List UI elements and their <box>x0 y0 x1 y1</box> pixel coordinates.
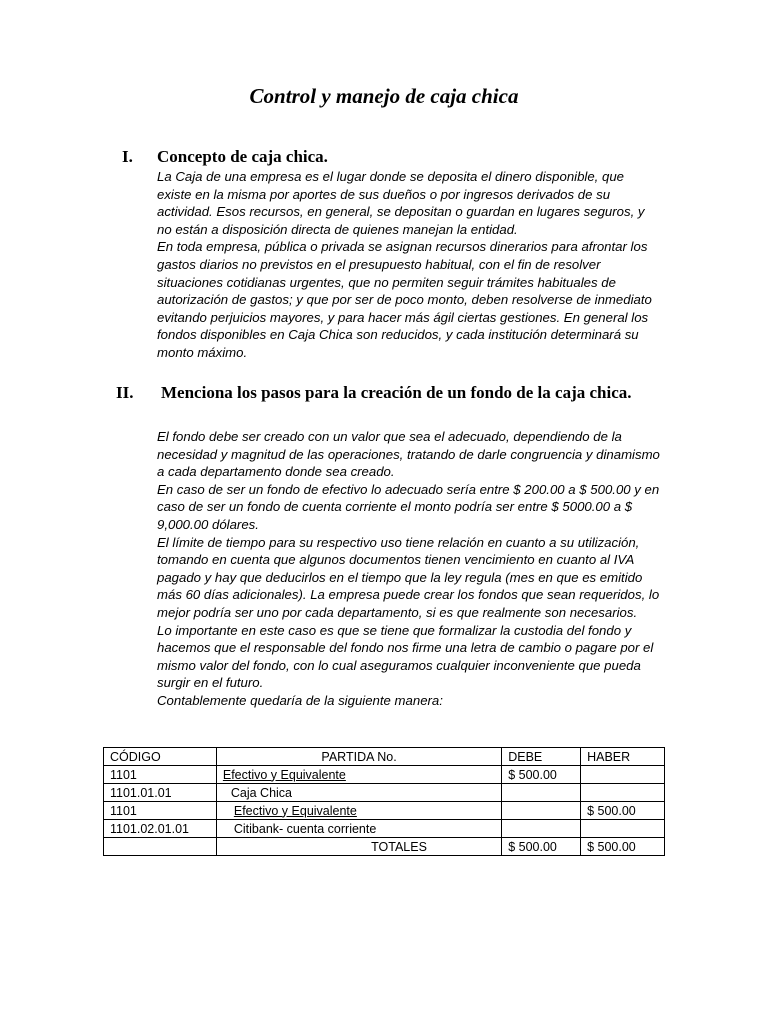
cell-code: 1101 <box>104 802 217 820</box>
account-name: Caja Chica <box>230 785 293 800</box>
cell-code: 1101.01.01 <box>104 784 217 802</box>
cell-haber <box>581 766 665 784</box>
header-haber: HABER <box>581 748 665 766</box>
section-2-paragraph: Lo importante en este caso es que se tiene que formalizar la custodia del fondo y hacemos que el responsable del fondo nos firme una letra de cambio o pagare por el mismo valor del fondo, con lo cual aseguramos cualquier inconveniente que pueda surgir en el futuro. <box>157 622 654 691</box>
totals-label-text: TOTALES <box>371 839 427 854</box>
cell-haber <box>581 784 665 802</box>
cell-haber <box>581 820 665 838</box>
cell-account <box>216 820 501 838</box>
section-2-body <box>157 428 662 710</box>
section-2-paragraph: El fondo debe ser creado con un valor que sea el adecuado, dependiendo de la necesidad y magnitud de las operaciones, tratando de darle congruencia y dinamismo a cada departamento donde sea creado. <box>157 429 660 480</box>
table-row <box>104 820 665 838</box>
cell-code: 1101 <box>104 766 217 784</box>
journal-entry-table <box>103 747 665 856</box>
cell-code: 1101.02.01.01 <box>104 820 217 838</box>
cell-debe <box>502 784 581 802</box>
section-2-heading: Menciona los pasos para la creación de un fondo de la caja chica. <box>161 383 632 402</box>
account-name: Citibank- cuenta corriente <box>233 821 377 836</box>
header-debe: DEBE <box>502 748 581 766</box>
section-1-paragraph: La Caja de una empresa es el lugar donde se deposita el dinero disponible, que existe en la misma por aportes de sus dueños o por ingresos derivados de su actividad. Esos recursos, en general, se depositan o guardan en lugares seguros, y no están a disposición directa de quienes manejan la entidad. <box>157 169 645 237</box>
section-2-paragraph: Contablemente quedaría de la siguiente manera: <box>157 692 443 708</box>
cell-haber: $ 500.00 <box>581 802 665 820</box>
cell-debe <box>502 820 581 838</box>
cell-account <box>216 784 501 802</box>
cell-account <box>216 802 501 820</box>
section-1-heading: Concepto de caja chica. <box>157 147 328 166</box>
section-1-numeral: I. <box>122 147 133 166</box>
cell-debe <box>502 802 581 820</box>
cell-account <box>216 766 501 784</box>
section-1-body <box>157 168 662 362</box>
totals-label <box>216 838 501 856</box>
totals-debe: $ 500.00 <box>502 838 581 856</box>
cell-code <box>104 838 217 856</box>
document-title: Control y manejo de caja chica <box>249 84 519 108</box>
table-row <box>104 784 665 802</box>
header-partida: PARTIDA No. <box>216 748 501 766</box>
account-name: Efectivo y Equivalente <box>233 803 357 818</box>
section-2-numeral: II. <box>116 383 134 402</box>
cell-debe: $ 500.00 <box>502 766 581 784</box>
section-1-paragraph: En toda empresa, pública o privada se asignan recursos dinerarios para afrontar los gastos diarios no previstos en el presupuesto habitual, con el fin de resolver situaciones cotidianas urgentes, que no permiten seguir trámites habituales de autorización de gastos; y que por ser de poco monto, deben resolverse de inmediato evitando perjuicios mayores, y para hacer más ágil ciertas gestiones. En general los fondos disponibles en Caja Chica son reducidos, y cada institución determinará su monto máximo. <box>157 239 652 360</box>
totals-haber: $ 500.00 <box>581 838 665 856</box>
section-2-paragraph: El límite de tiempo para su respectivo uso tiene relación en cuanto a su utilización, tomando en cuenta que algunos documentos tienen vencimiento en cuanto al IVA pagado y hay que deducirlos en el tiempo que la ley regula (mes en que es emitido más 60 días adicionales). La empresa puede crear los fondos que sean requeridos, lo mejor podría ser uno por cada departamento, si es que realmente son necesarios. <box>157 534 660 620</box>
table-row <box>104 766 665 784</box>
section-2-paragraph: En caso de ser un fondo de efectivo lo adecuado sería entre $ 200.00 a $ 500.00 y en caso de ser un fondo de cuenta corriente el monto podría ser entre $ 5000.00 a $ 9,000.00 dólares. <box>157 481 660 532</box>
totals-row <box>104 838 665 856</box>
table-header-row <box>104 748 665 766</box>
header-code: CÓDIGO <box>104 748 217 766</box>
table-row <box>104 802 665 820</box>
account-name: Efectivo y Equivalente <box>222 767 346 782</box>
